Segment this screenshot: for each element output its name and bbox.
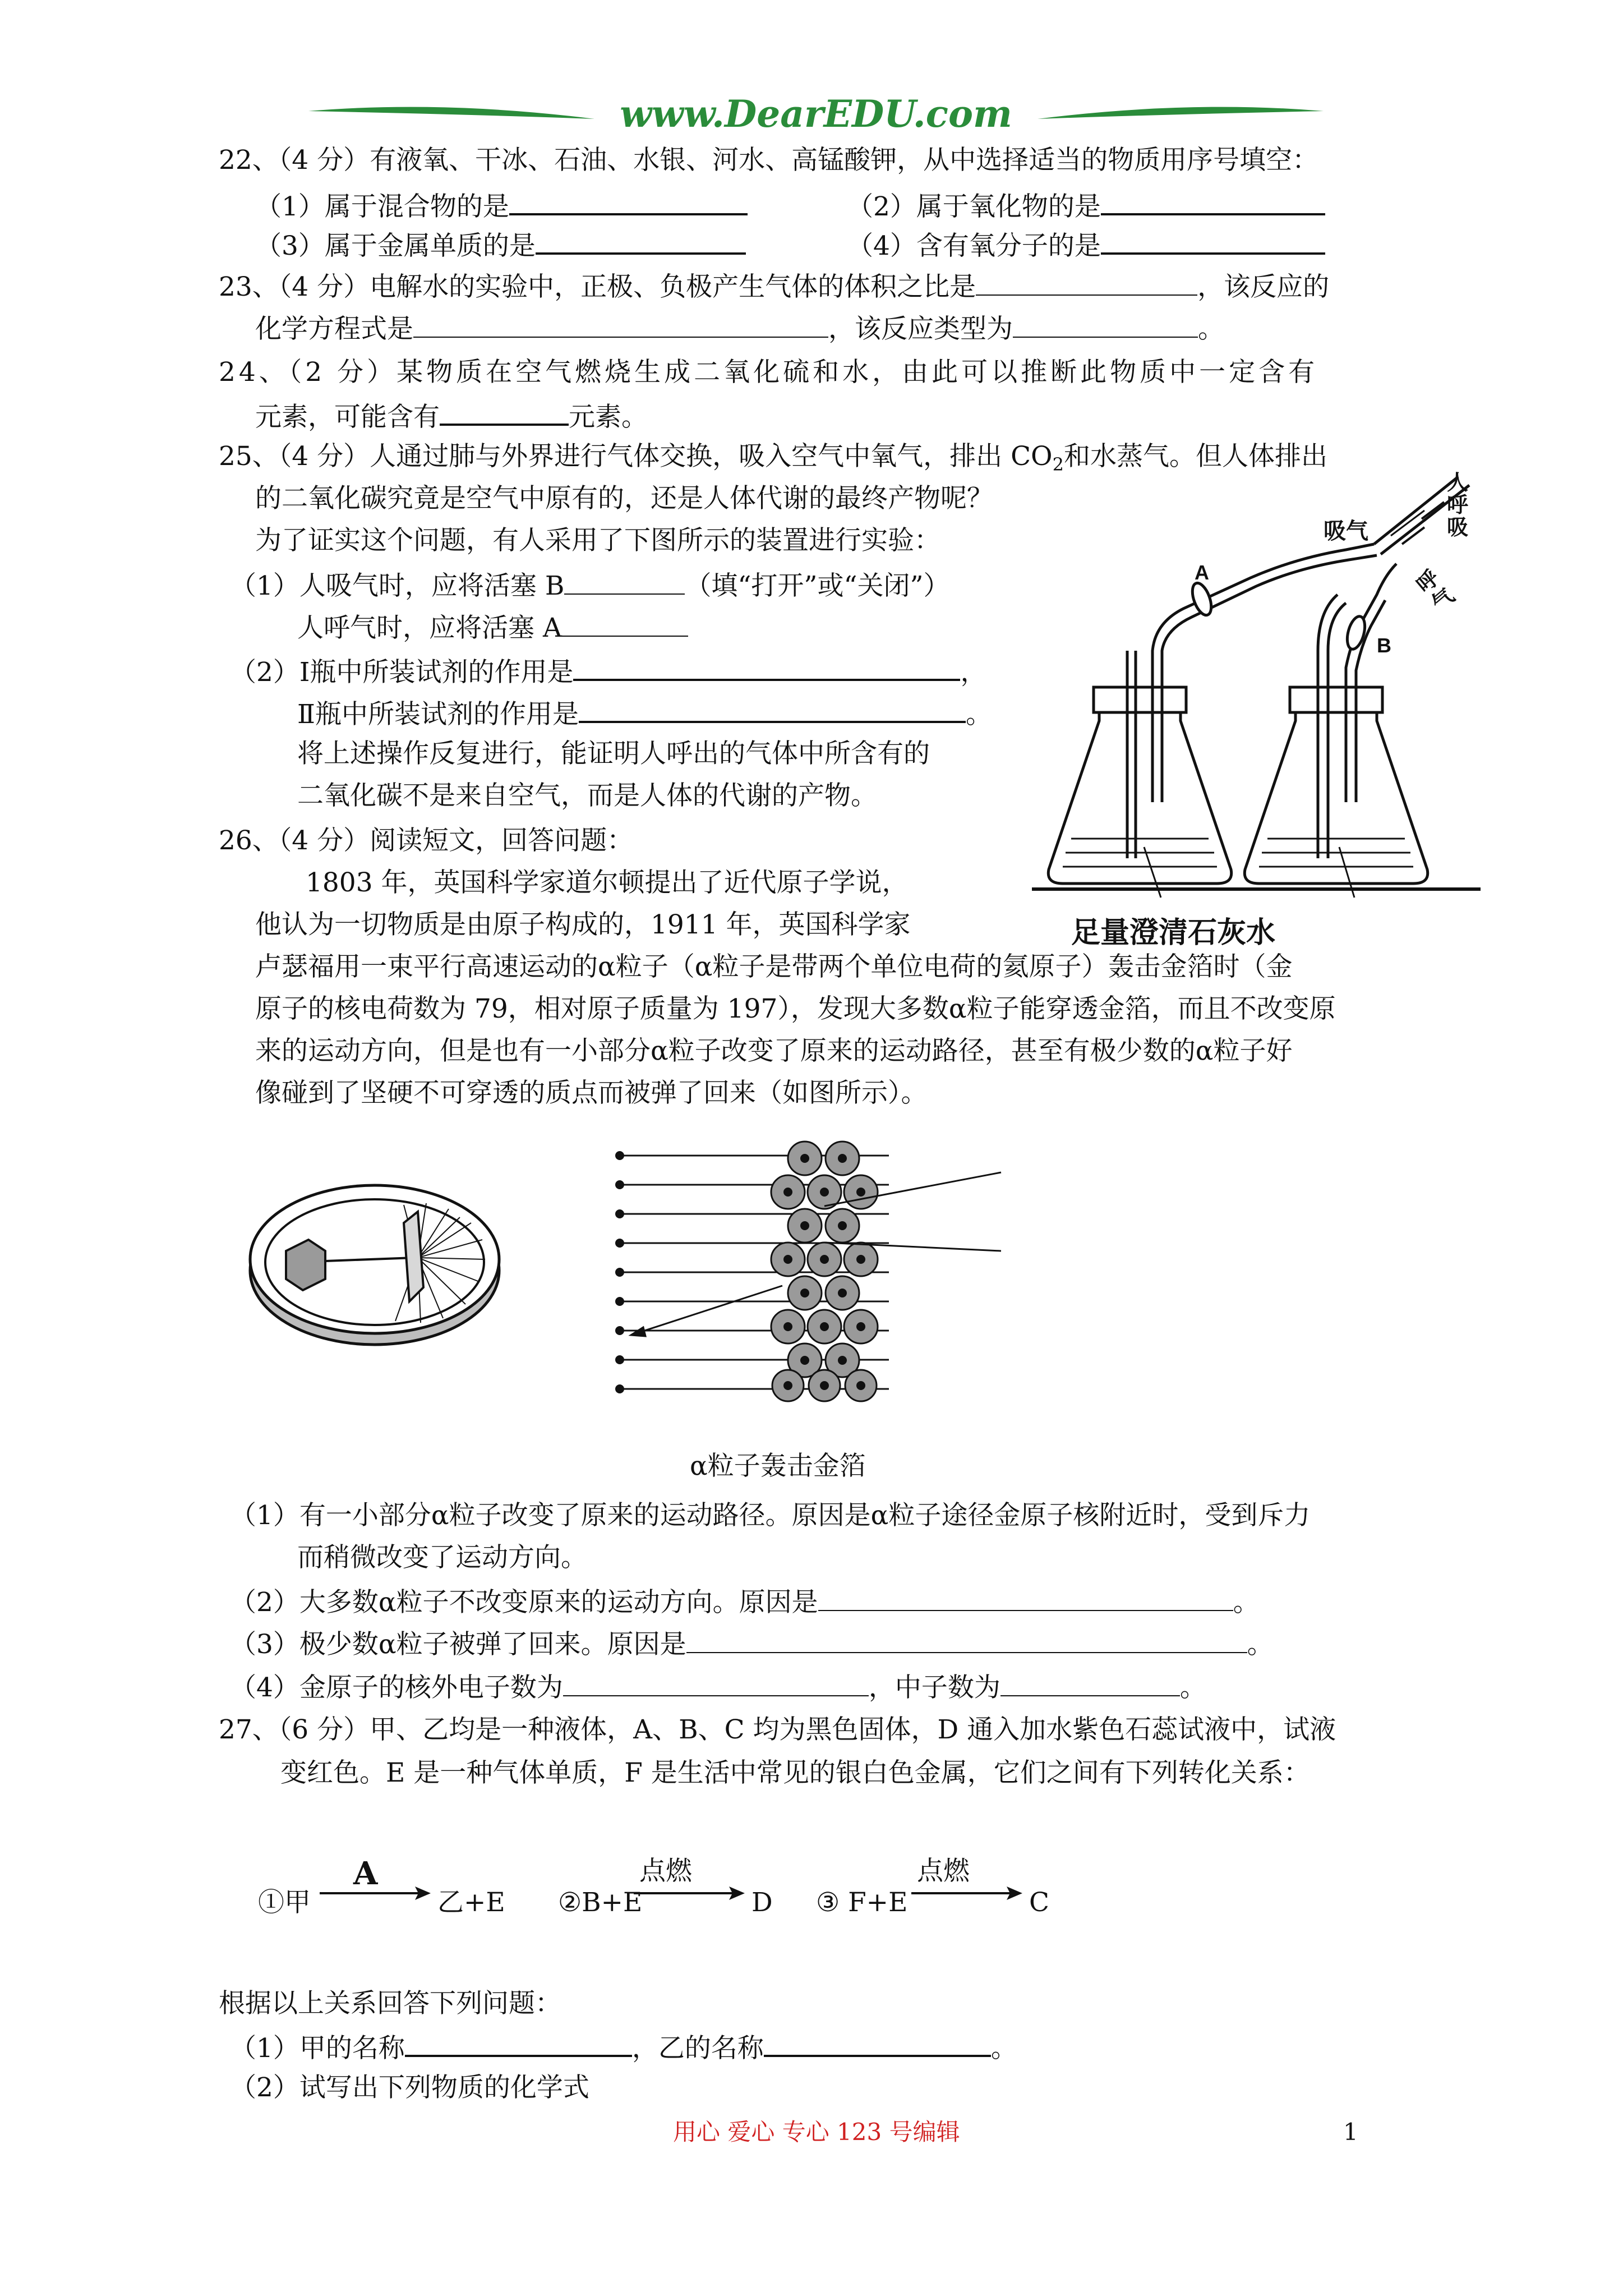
q26-l4: 原子的核电荷数为 79，相对原子质量为 197），发现大多数α粒子能穿透金箔，而且不改变原 [255, 993, 1336, 1024]
q26-l6: 像碰到了坚硬不可穿透的质点而被弹了回来（如图所示）。 [255, 1078, 928, 1108]
q26-p4a: （4）金原子的核外电子数为 [230, 1672, 563, 1703]
gold-foil-ring-icon [247, 1167, 505, 1352]
reaction3-condition: 点燃 [917, 1856, 970, 1887]
q24-line2 [255, 401, 648, 430]
reaction1-arrow-icon [320, 1885, 432, 1902]
q27-part2: （2）试写出下列物质的化学式 [230, 2072, 589, 2103]
q25-p2b: ， [960, 657, 987, 688]
q27-part1 [230, 2032, 1017, 2062]
label-inhale: 吸气 [1324, 518, 1368, 544]
q22-stem: 22、（4 分）有液氧、干冰、石油、水银、河水、高锰酸钾，从中选择适当的物质用序号填空： [219, 145, 1319, 176]
q27-blank2 [764, 2032, 991, 2057]
q25-co2-subscript: 2 [1052, 454, 1064, 475]
breathing-apparatus-figure [1032, 466, 1481, 959]
q26-l3: 卢瑟福用一束平行高速运动的α粒子（α粒子是带两个单位电荷的氦原子）轰击金箔时（金 [255, 951, 1293, 982]
reaction1-condition: A [353, 1855, 378, 1892]
q26-p4b: ，中子数为 [868, 1672, 1000, 1703]
q27-p1b: ，乙的名称 [631, 2033, 764, 2064]
q23-line1a: 23、（4 分）电解水的实验中，正极、负极产生气体的体积之比是 [219, 272, 976, 302]
footer-editor-note: 用心 爱心 专心 123 号编辑 [673, 2118, 960, 2146]
q26-blank3 [686, 1630, 1247, 1653]
page-number: 1 [1343, 2118, 1358, 2146]
reaction2-arrow-icon [634, 1885, 746, 1902]
q25-p1a: （1）人吸气时，应将活塞 B [230, 570, 565, 601]
q22-part4 [847, 230, 1325, 259]
q27-p1c: 。 [990, 2033, 1017, 2064]
q24-line2a: 元素，可能含有 [255, 402, 440, 432]
q23-blank2 [413, 314, 828, 338]
q22-blank1 [509, 191, 748, 215]
reaction3-product: C [1029, 1887, 1049, 1918]
label-b: B [1377, 634, 1391, 657]
reaction1-reactant: ①甲 [258, 1887, 311, 1918]
reaction2-condition: 点燃 [639, 1856, 692, 1887]
q22-part2-label: （2）属于氧化物的是 [847, 191, 1101, 222]
q26-part1b: 而稍微改变了运动方向。 [297, 1542, 587, 1573]
q26-p4-end: 。 [1179, 1672, 1206, 1703]
reaction3-reactant: ③ F+E [816, 1887, 908, 1918]
q25-line1b: 和水蒸气。但人体排出 [1063, 441, 1327, 472]
label-exhale: 呼气 [1411, 564, 1459, 616]
q22-part2 [847, 191, 1325, 220]
reaction2-reactant: ②B+E [558, 1887, 643, 1918]
q26-blank2 [818, 1588, 1233, 1611]
q23-line2c: 。 [1198, 314, 1224, 344]
q27-l3: 根据以上关系回答下列问题： [219, 1988, 561, 2019]
q22-part3 [255, 230, 746, 259]
apparatus-diagram-icon [1032, 466, 1481, 959]
q25-part1 [230, 571, 950, 599]
q25-p2d: 。 [965, 699, 992, 730]
q25-line3: 为了证实这个问题，有人采用了下图所示的装置进行实验： [255, 525, 940, 556]
q25-line2: 的二氧化碳究竟是空气中原有的，还是人体代谢的最终产物呢？ [255, 483, 993, 514]
q25-part4: 二氧化碳不是来自空气，而是人体的代谢的产物。 [297, 780, 877, 811]
q24-line1: 24、（2 分）某物质在空气燃烧生成二氧化硫和水，由此可以推断此物质中一定含有 [219, 357, 1318, 388]
q26-part1a: （1）有一小部分α粒子改变了原来的运动路径。原因是α粒子途径金原子核附近时，受到斥力 [230, 1500, 1311, 1531]
q25-blank-b [564, 571, 685, 595]
q26-part2 [230, 1588, 1260, 1616]
q26-blank4b [1000, 1673, 1180, 1696]
q22-blank3 [536, 230, 746, 255]
q23-blank1 [976, 272, 1197, 296]
q25-p1b: （填“打开”或“关闭”） [685, 570, 950, 601]
q27-blank1 [405, 2032, 632, 2057]
q26-stem: 26、（4 分）阅读短文，回答问题： [219, 825, 634, 856]
q26-p3-end: 。 [1247, 1629, 1274, 1660]
q23-line2a: 化学方程式是 [255, 314, 413, 344]
q26-figure-caption: α粒子轰击金箔 [690, 1451, 866, 1481]
q26-p2-end: 。 [1233, 1587, 1260, 1618]
q25-part2 [230, 656, 987, 688]
q25-part3: 将上述操作反复进行，能证明人呼出的气体中所含有的 [297, 738, 930, 769]
q26-l1: 1803 年，英国科学家道尔顿提出了近代原子学说， [306, 867, 909, 898]
q24-line2b: 元素。 [569, 402, 648, 432]
q26-part4 [230, 1673, 1206, 1701]
q25-blank-ii [579, 698, 966, 723]
site-logo-text: www.DearEDU.com [620, 92, 1012, 136]
reaction1-product: 乙+E [437, 1887, 505, 1918]
header-logo [303, 92, 1329, 146]
q25-p2a: （2）Ⅰ瓶中所装试剂的作用是 [230, 657, 574, 688]
q25-blank-i [573, 656, 960, 681]
reaction-scheme [258, 1846, 1099, 1930]
q23-line2 [255, 314, 1224, 342]
q26-l2: 他认为一切物质是由原子构成的，1911 年，英国科学家 [255, 909, 911, 940]
label-breath: 人呼吸 [1447, 470, 1469, 540]
q23-line1b: ，该反应的 [1197, 272, 1330, 302]
q25-p2c: Ⅱ瓶中所装试剂的作用是 [297, 699, 579, 730]
q23-line1 [219, 272, 1329, 300]
q26-part3 [230, 1630, 1274, 1658]
q25-blank-a [562, 613, 688, 637]
reaction2-product: D [751, 1887, 773, 1918]
gold-foil-apparatus-figure [247, 1167, 505, 1352]
q27-p1a: （1）甲的名称 [230, 2033, 405, 2064]
q24-blank [440, 401, 569, 426]
q22-blank2 [1101, 191, 1325, 215]
alpha-scattering-figure [614, 1139, 1007, 1430]
q27-l2: 变红色。E 是一种气体单质，F 是生活中常见的银白色金属，它们之间有下列转化关系： [280, 1757, 1310, 1788]
q22-blank4 [1101, 230, 1325, 255]
q22-part1-label: （1）属于混合物的是 [255, 191, 509, 222]
q26-l5: 来的运动方向，但是也有一小部分α粒子改变了原来的运动路径，甚至有极少数的α粒子好 [255, 1036, 1293, 1066]
q25-line1a: 25、（4 分）人通过肺与外界进行气体交换，吸入空气中氧气，排出 CO [219, 441, 1053, 472]
q22-part1 [255, 191, 748, 220]
label-a: A [1195, 561, 1209, 584]
q25-part1c [297, 613, 688, 641]
q22-part4-label: （4）含有氧分子的是 [847, 231, 1101, 261]
reaction3-arrow-icon [911, 1885, 1023, 1902]
q26-p2-label: （2）大多数α粒子不改变原来的运动方向。原因是 [230, 1587, 818, 1618]
figure-caption-limewater: 足量澄清石灰水 [1071, 916, 1276, 950]
q26-p3-label: （3）极少数α粒子被弹了回来。原因是 [230, 1629, 686, 1660]
q23-blank3 [1013, 314, 1198, 338]
q25-part2c [297, 698, 992, 728]
q27-l1: 27、（6 分）甲、乙均是一种液体，A、B、C 均为黑色固体，D 通入加水紫色石蕊试液中，试液 [219, 1714, 1336, 1745]
q25-p1c: 人呼气时，应将活塞 A [297, 613, 562, 643]
q26-blank4a [563, 1673, 869, 1696]
q23-line2b: ，该反应类型为 [828, 314, 1013, 344]
alpha-scattering-diagram-icon [614, 1139, 1007, 1430]
q22-part3-label: （3）属于金属单质的是 [255, 231, 536, 261]
